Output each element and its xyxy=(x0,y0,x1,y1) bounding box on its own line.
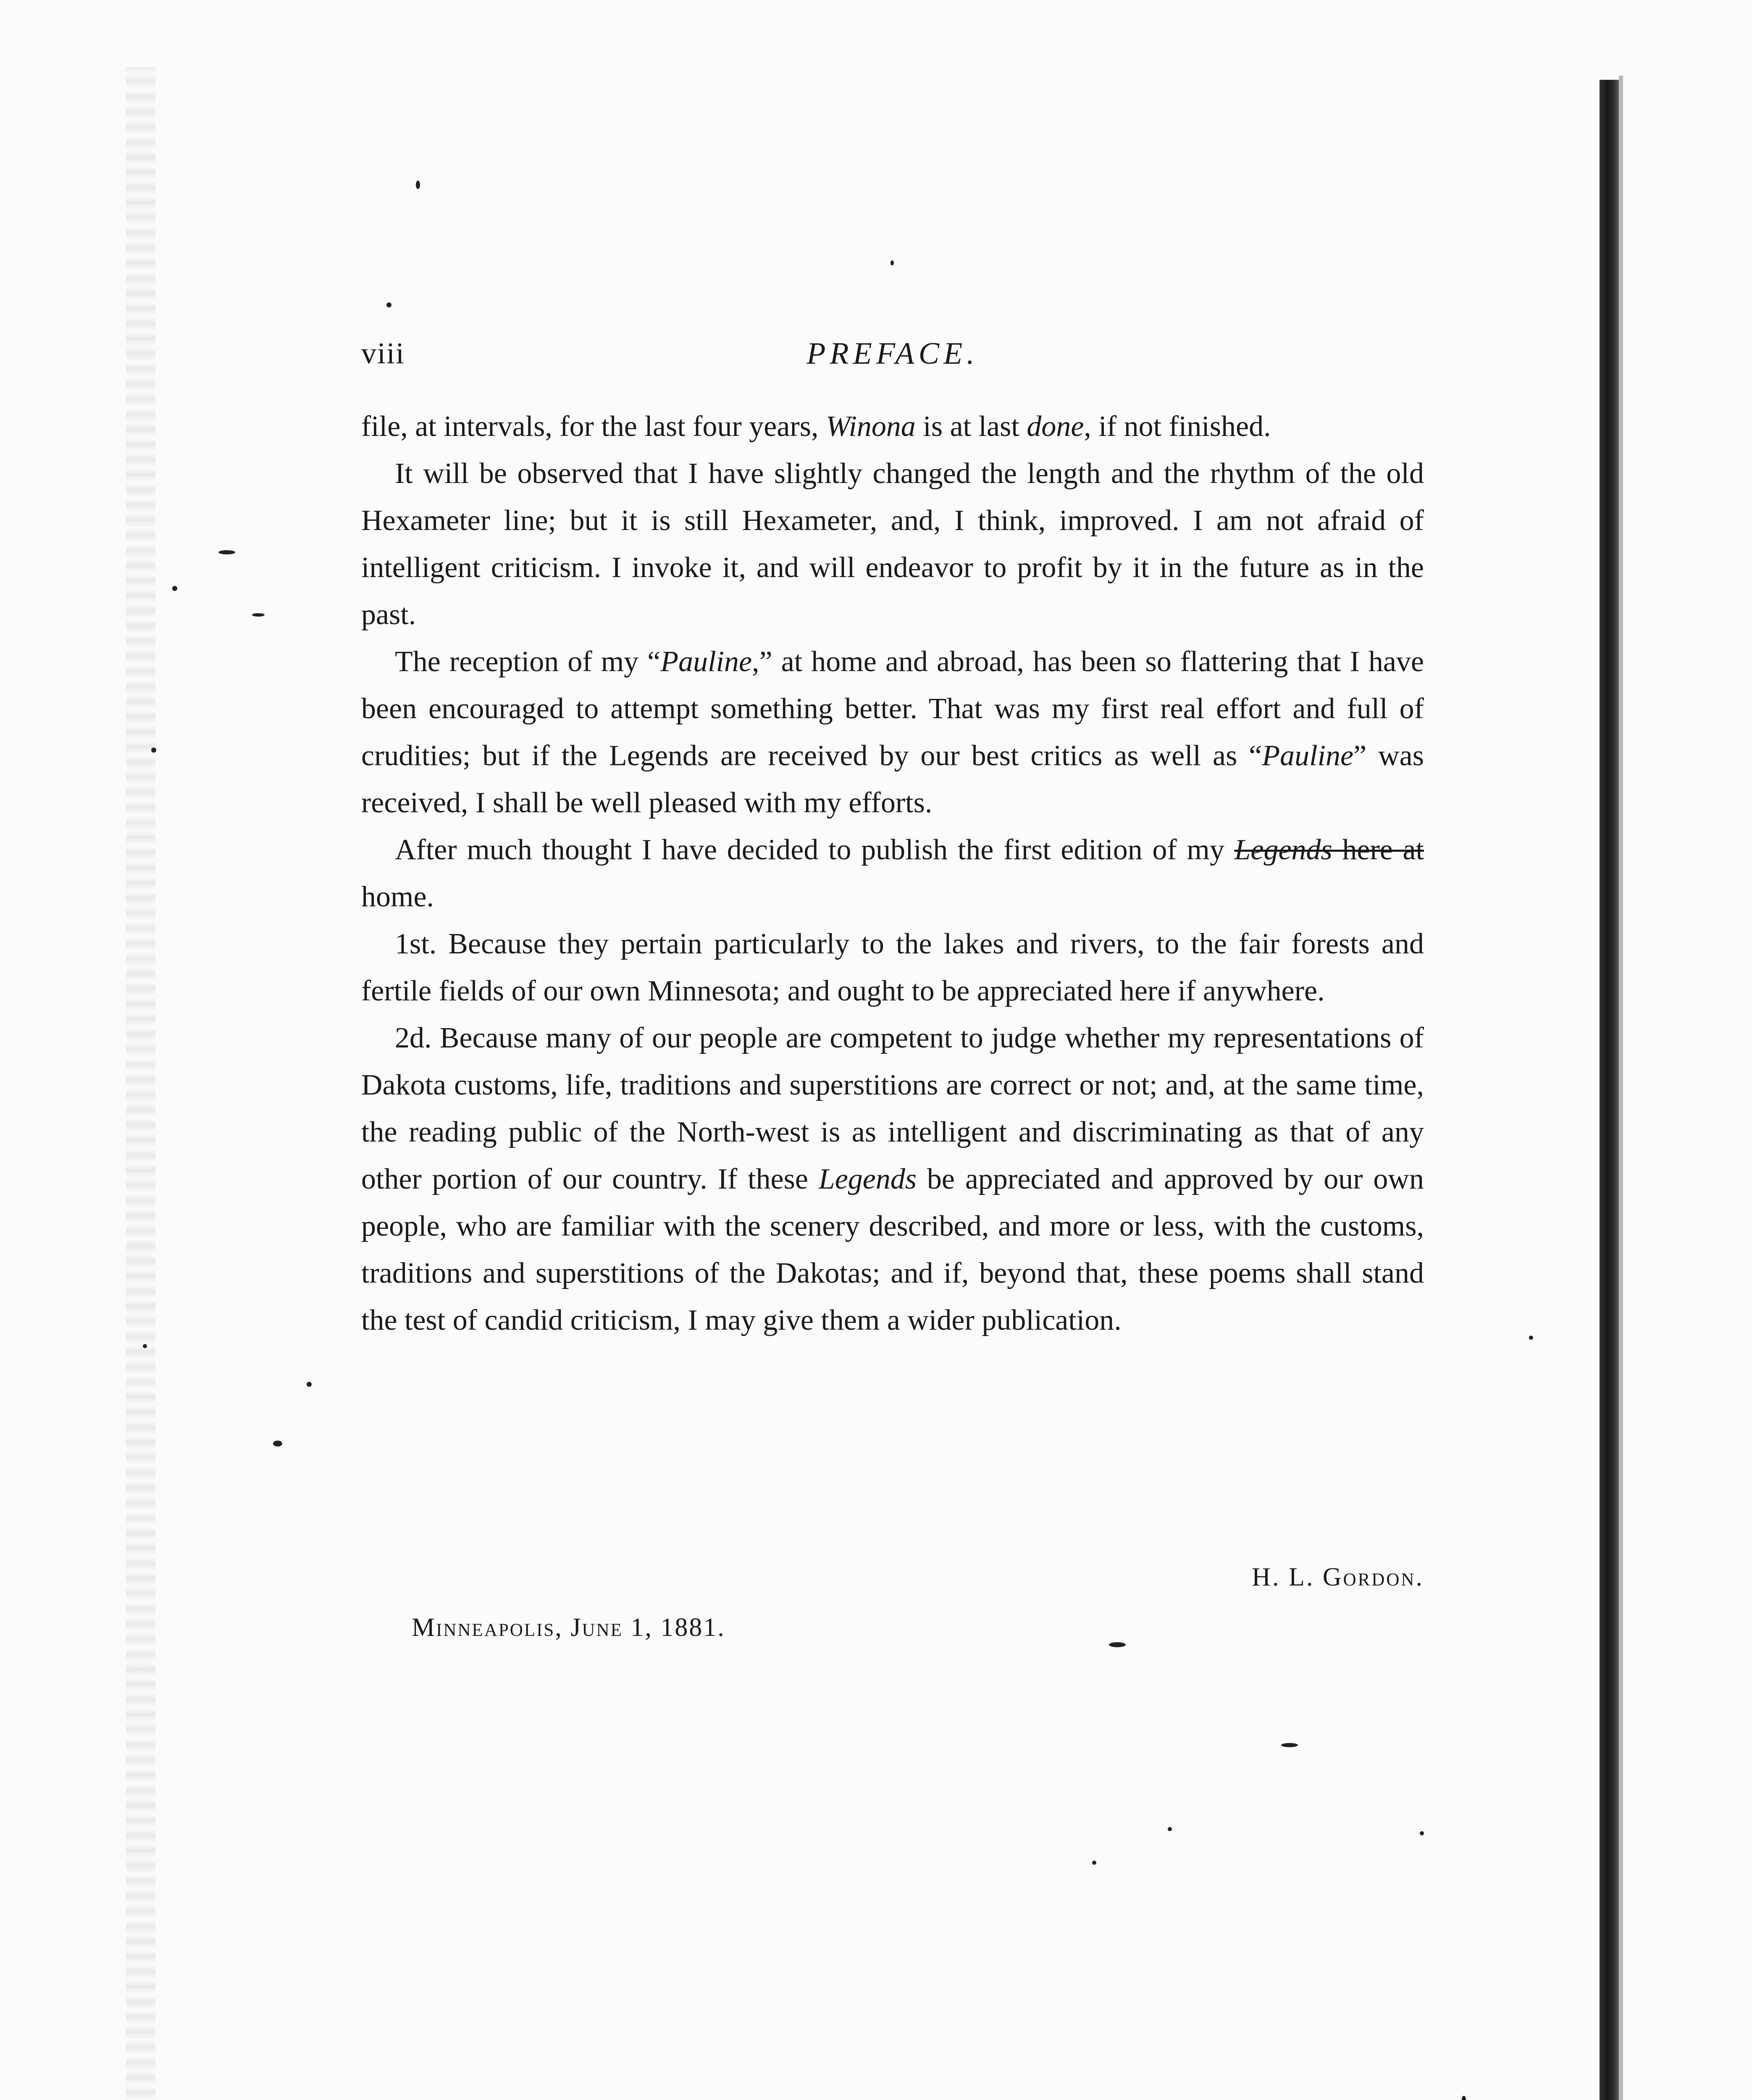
scan-speck xyxy=(172,586,177,591)
text-run: , if not finished. xyxy=(1084,410,1271,443)
text-run-italic: Pauline xyxy=(660,646,752,678)
scan-speck xyxy=(252,613,265,617)
dateline: Minneapolis, June 1, 1881. xyxy=(412,1613,725,1642)
scan-speck xyxy=(143,1344,147,1348)
text-run: 2d. Because many of our people are competent to judge whether my representations of Dakota customs, life, traditions and superstitions are correct or not; and, at the same time, the reading public of the North-west is as intelligent and discriminating as that of any other portion of our country. If these xyxy=(361,1022,1424,1195)
page-title: PREFACE. xyxy=(806,336,979,371)
paragraph xyxy=(361,1015,1424,1344)
scan-speck xyxy=(1092,1861,1096,1865)
scan-speck xyxy=(1529,1336,1533,1340)
scan-speck xyxy=(1168,1827,1172,1831)
scan-speck xyxy=(416,181,420,189)
text-run: file, at intervals, for the last four years, xyxy=(361,410,826,443)
scan-speck xyxy=(1420,1831,1424,1835)
text-run-struck-italic: Legends xyxy=(1234,834,1332,866)
text-run: The reception of my “ xyxy=(395,646,661,678)
text-run-italic: Winona xyxy=(826,410,916,443)
paragraph xyxy=(361,921,1424,1015)
text-run: home. xyxy=(361,881,434,913)
text-run-struck: here at xyxy=(1332,834,1424,866)
text-run: ,” at home and abroad, has been so flattering that I have been encouraged to attempt something better. That was my first real effort and full of crudities; but if the Legends are received by our best critics as well as “ xyxy=(361,646,1424,772)
text-run: ” was received, I shall be well pleased with my efforts. xyxy=(361,740,1424,819)
scan-speck xyxy=(1109,1642,1126,1647)
paragraph xyxy=(361,450,1424,638)
scan-speck xyxy=(218,550,235,554)
paragraph xyxy=(361,827,1424,921)
page-number: viii xyxy=(361,336,405,370)
scan-speck xyxy=(1281,1743,1298,1747)
scan-binding-shadow xyxy=(1600,80,1619,2100)
author-signature: H. L. Gordon. xyxy=(1252,1563,1424,1591)
paragraph xyxy=(361,403,1424,450)
text-run: It will be observed that I have slightly changed the length and the rhythm of the old Hexameter line; but it is still Hexameter, and, I think, improved. I am not afraid of intelligent criticism. I invoke it, and will endeavor to profit by it in the future as in the past. xyxy=(361,457,1424,631)
scan-speck xyxy=(386,302,391,307)
scan-speck xyxy=(273,1441,282,1446)
scan-binding-shadow-edge xyxy=(1619,76,1623,2100)
text-run-italic: Pauline xyxy=(1262,740,1354,772)
scan-speck xyxy=(307,1382,312,1387)
text-run: 1st. Because they pertain particularly to the lakes and rivers, to the fair forests and fertile fields of our own Minnesota; and ought to be appreciated here if anywhere. xyxy=(361,928,1424,1007)
text-run: is at last xyxy=(915,410,1027,443)
text-run-italic: Legends xyxy=(818,1163,917,1195)
body-text xyxy=(361,403,1424,1344)
scan-speck xyxy=(890,260,894,265)
text-run: be appreciated and approved by our own people, who are familiar with the scenery described, and more or less, with the customs, traditions and superstitions of the Dakotas; and if, beyond that, these poems shall stand the test of candid criticism, I may give them a wider publication. xyxy=(361,1163,1424,1336)
scan-left-edge xyxy=(126,67,155,2100)
scan-speck xyxy=(1462,2096,1466,2100)
paragraph xyxy=(361,638,1424,827)
text-run-italic: done xyxy=(1027,410,1084,443)
text-run: After much thought I have decided to publish the first edition of my xyxy=(395,834,1235,866)
running-head xyxy=(361,336,1424,382)
scan-speck xyxy=(151,748,156,753)
